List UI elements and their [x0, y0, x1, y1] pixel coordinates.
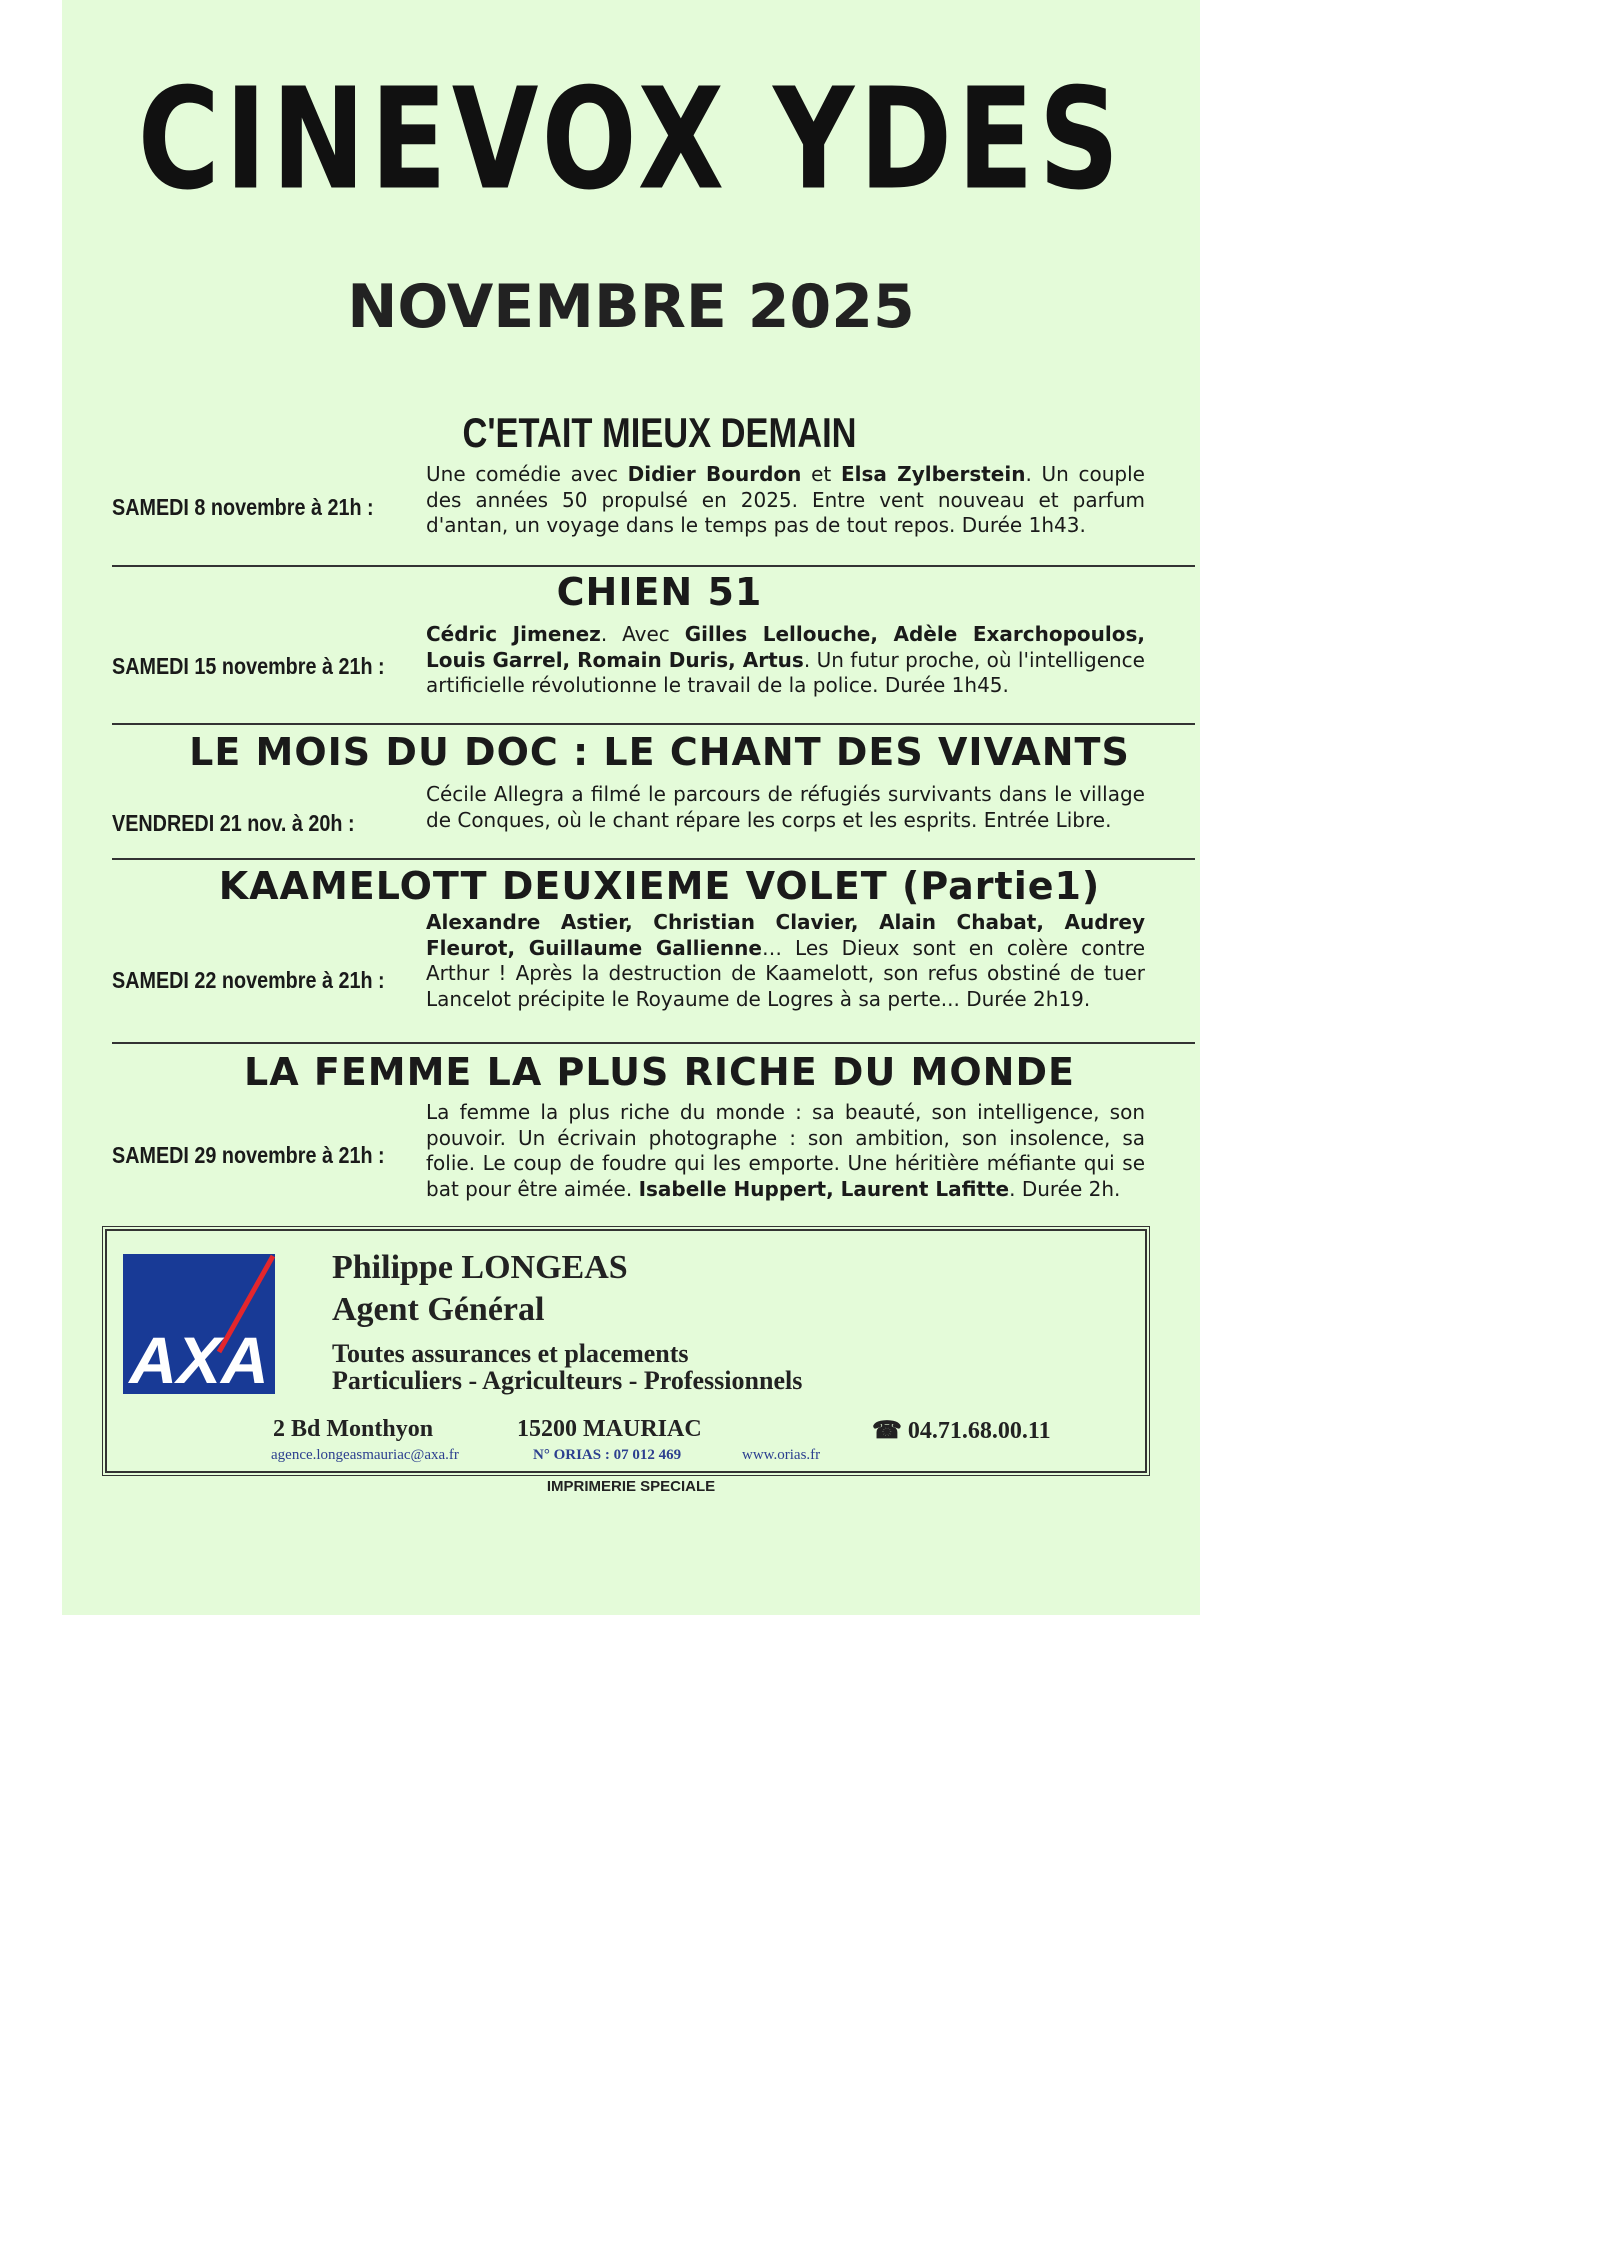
- description-text: Une comédie avec: [426, 462, 628, 486]
- screening-date: VENDREDI 21 nov. à 20h :: [112, 810, 355, 836]
- cast-names: Isabelle Huppert, Laurent Lafitte: [638, 1176, 1010, 1201]
- film-title: C'ETAIT MIEUX DEMAIN: [462, 409, 857, 456]
- agent-tagline: Toutes assurances et placements: [332, 1339, 689, 1368]
- film-description: [426, 622, 1145, 699]
- film-description: [426, 1100, 1145, 1202]
- agent-role: Agent Général: [332, 1291, 545, 1328]
- printer-credit: IMPRIMERIE SPECIALE: [546, 1478, 716, 1495]
- flyer-sheet: [62, 0, 1200, 1615]
- description-text: La femme la plus riche du monde : sa beauté, son intelligence, son pouvoir. Un écrivain photographe : son ambition, son insolence, sa folie. Le coup de foudre qui les emporte. Une héritière méfiante qui se bat pour être aimée.: [426, 1100, 1145, 1201]
- telephone-icon: ☎: [872, 1418, 902, 1444]
- agent-name: Philippe LONGEAS: [332, 1249, 628, 1286]
- film-description: [426, 782, 1145, 833]
- agent-email[interactable]: agence.longeasmauriac@axa.fr: [271, 1447, 459, 1463]
- cast-names: Didier Bourdon: [627, 462, 802, 486]
- agent-clients: Particuliers - Agriculteurs - Professionnels: [332, 1366, 803, 1395]
- film-title: LE MOIS DU DOC : LE CHANT DES VIVANTS: [189, 730, 1130, 774]
- film-description: [426, 462, 1145, 539]
- orias-number: N° ORIAS : 07 012 469: [533, 1447, 682, 1463]
- insurance-advert: [105, 1229, 1147, 1473]
- agent-phone: [872, 1416, 1051, 1445]
- divider: [112, 565, 1195, 567]
- cinema-title: CINEVOX YDES: [137, 58, 1125, 222]
- film-description: [426, 910, 1145, 1012]
- orias-website[interactable]: www.orias.fr: [742, 1447, 821, 1463]
- description-text: . Avec: [600, 622, 685, 646]
- film-title: KAAMELOTT DEUXIEME VOLET (Partie1): [218, 864, 1101, 908]
- description-text: . Durée 2h.: [1009, 1176, 1121, 1201]
- cast-names: Alexandre Astier, Christian Clavier, Alain Chabat, Audrey Fleurot, Guillaume Gallienne: [426, 910, 1145, 960]
- screening-date: SAMEDI 15 novembre à 21h :: [112, 653, 385, 679]
- film-title: CHIEN 51: [556, 570, 763, 614]
- screening-date: SAMEDI 22 novembre à 21h :: [112, 967, 385, 993]
- agent-address: 2 Bd Monthyon: [273, 1416, 434, 1442]
- film-title: LA FEMME LA PLUS RICHE DU MONDE: [244, 1050, 1075, 1094]
- cast-names: Elsa Zylberstein: [840, 462, 1026, 486]
- divider: [112, 1042, 1195, 1044]
- description-text: . Un couple des années 50 propulsé en 2025. Entre vent nouveau et parfum d'antan, un voyage dans le temps pas de tout repos. Durée 1h43.: [426, 462, 1145, 537]
- cast-names: Gilles Lellouche, Adèle Exarchopoulos, Louis Garrel, Romain Duris, Artus: [426, 622, 1145, 672]
- description-text: . Un futur proche, où l'intelligence artificielle révolutionne le travail de la police. Durée 1h45.: [426, 647, 1145, 697]
- screening-date: SAMEDI 29 novembre à 21h :: [112, 1142, 385, 1168]
- divider: [112, 858, 1195, 860]
- month-heading: NOVEMBRE 2025: [347, 272, 915, 342]
- divider: [112, 723, 1195, 725]
- axa-logo-text: AXA: [129, 1323, 269, 1394]
- description-text: Cécile Allegra a filmé le parcours de réfugiés survivants dans le village de Conques, où le chant répare les corps et les esprits. Entrée Libre.: [426, 782, 1145, 832]
- phone-number: 04.71.68.00.11: [907, 1418, 1051, 1444]
- axa-logo: [123, 1254, 275, 1394]
- agent-city: 15200 MAURIAC: [517, 1416, 702, 1442]
- cast-names: Cédric Jimenez: [426, 622, 601, 646]
- screening-date: SAMEDI 8 novembre à 21h :: [112, 494, 374, 520]
- description-text: … Les Dieux sont en colère contre Arthur ! Après la destruction de Kaamelott, son refus obstiné de tuer Lancelot précipite le Royaume de Logres à sa perte... Durée 2h19.: [426, 935, 1145, 1011]
- description-text: et: [801, 462, 841, 486]
